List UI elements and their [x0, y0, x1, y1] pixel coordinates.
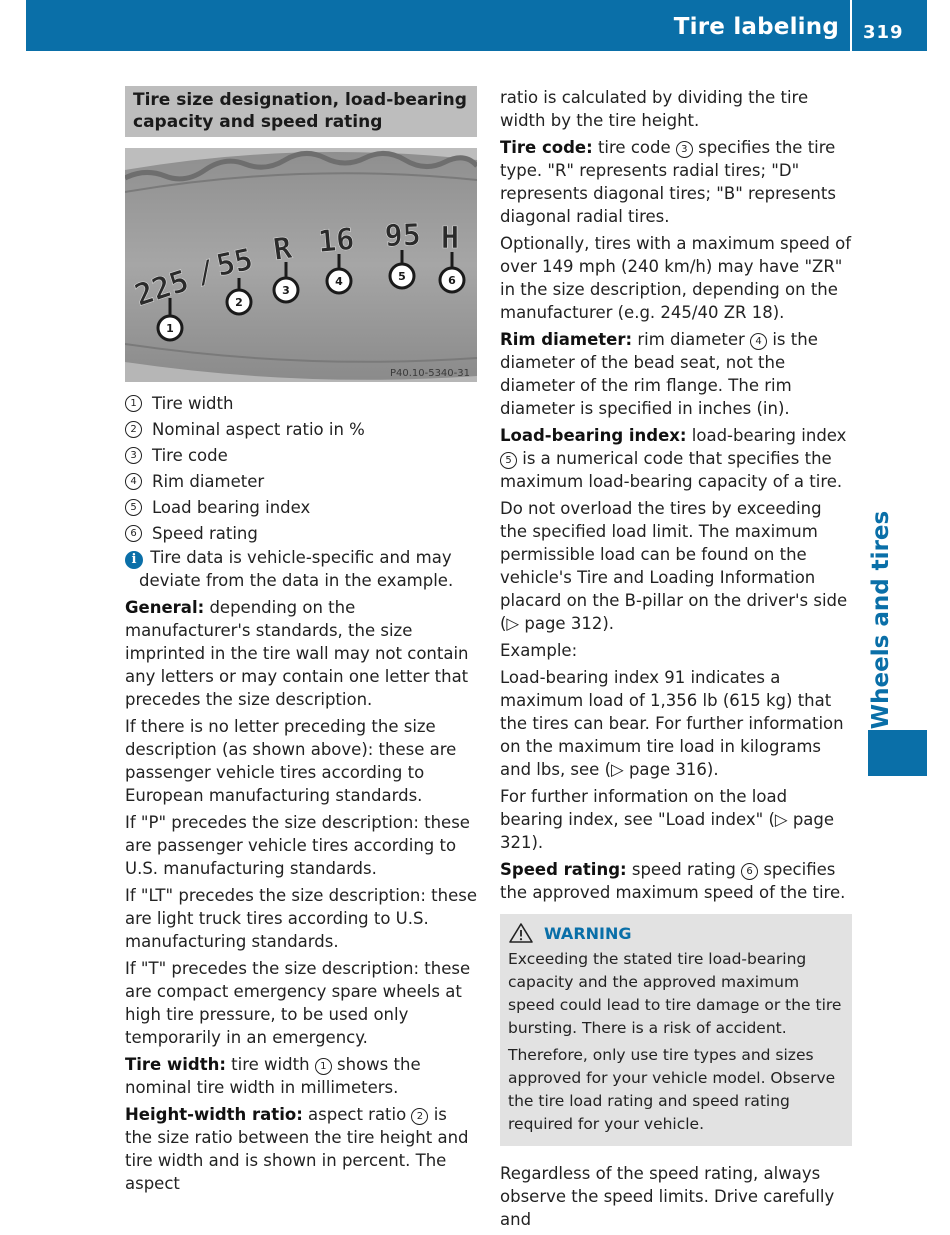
callout-4 — [327, 269, 351, 293]
warning-box — [500, 914, 852, 1146]
legend-item — [125, 390, 477, 416]
general-label: General: — [125, 598, 205, 617]
lt-prefix-paragraph: If "LT" precedes the size description: these are light truck tires according to U.S. manufacturing standards. — [125, 886, 478, 951]
callout-5 — [390, 264, 414, 288]
tire-code-paragraph — [500, 136, 852, 228]
tire-sidewall-image — [125, 148, 477, 382]
height-width-text-pre: aspect ratio — [302, 1105, 412, 1124]
regardless-paragraph: Regardless of the speed rating, always observe the speed limits. Drive carefully and — [500, 1164, 835, 1229]
warning-triangle-icon — [508, 922, 534, 944]
rim-text-pre: rim diameter — [632, 330, 751, 349]
rim-diameter-label: Rim diameter: — [500, 330, 633, 349]
side-tab-marker — [868, 730, 927, 776]
marking-width: 225 — [130, 263, 194, 314]
marking-speed: H — [441, 221, 460, 256]
legend-label: Nominal aspect ratio in % — [152, 419, 365, 439]
example-label: Example: — [500, 641, 578, 660]
legend-label: Load bearing index — [152, 497, 311, 517]
page-header — [26, 0, 927, 51]
legend-number: 4 — [125, 473, 142, 490]
t-prefix-paragraph: If "T" precedes the size description: these are compact emergency spare wheels at high tire pressure, to be used only temporarily in an emergency. — [125, 959, 471, 1047]
speed-rating-label: Speed rating: — [500, 860, 627, 879]
ref-number: 4 — [750, 333, 767, 350]
general-text: depending on the manufacturer's standards, the size imprinted in the tire wall may not contain any letters or may contain one letter that precedes the size description. — [125, 598, 469, 709]
callout-6 — [440, 268, 464, 292]
ref-number: 1 — [315, 1058, 332, 1075]
legend-number: 2 — [125, 421, 142, 438]
height-width-label: Height-width ratio: — [125, 1105, 303, 1124]
legend-item — [125, 468, 477, 494]
tire-width-text-post: shows the nominal tire width in millimeters. — [125, 1055, 421, 1097]
callout-3 — [274, 278, 298, 302]
warning-header — [508, 920, 844, 946]
ref-number: 3 — [676, 141, 693, 158]
header-divider — [850, 0, 852, 51]
legend-label: Tire width — [152, 393, 234, 413]
speed-text-pre: speed rating — [626, 860, 742, 879]
general-paragraph — [125, 596, 477, 711]
marking-slash: / — [192, 253, 219, 292]
ref-number: 2 — [411, 1108, 428, 1125]
legend-number: 5 — [125, 499, 142, 516]
tire-code-label: Tire code: — [500, 138, 593, 157]
side-tab — [866, 510, 896, 730]
load-text-pre: load-bearing index — [686, 426, 847, 445]
tire-code-text-pre: tire code — [592, 138, 676, 157]
marking-code: R — [271, 230, 295, 268]
info-note-text: Tire data is vehicle-specific and may deviate from the data in the example. — [139, 548, 454, 590]
load-index-paragraph — [500, 424, 852, 493]
left-column — [125, 86, 477, 1199]
marking-aspect: 55 — [213, 242, 256, 284]
side-tab-label: Wheels and tires — [868, 510, 894, 730]
tire-width-text-pre: tire width — [225, 1055, 315, 1074]
legend-number: 3 — [125, 447, 142, 464]
svg-text:3: 3 — [282, 284, 290, 297]
example-paragraph: Load-bearing index 91 indicates a maximum load of 1,356 lb (615 kg) that the tires can bear. For further information on the maximum tire load in kilograms and lbs, see (▷ page 316). — [500, 668, 844, 779]
callout-2 — [227, 290, 251, 314]
svg-text:2: 2 — [235, 296, 243, 309]
legend-item — [125, 494, 477, 520]
svg-text:5: 5 — [398, 270, 406, 283]
zr-paragraph: Optionally, tires with a maximum speed of over 149 mph (240 km/h) may have "ZR" in the size description, depending on the manufacturer (e.g. 245/40 ZR 18). — [500, 234, 852, 322]
rim-diameter-paragraph — [500, 328, 852, 420]
height-width-text-post: is the size ratio between the tire height and tire width and is shown in percent. The aspect — [125, 1105, 469, 1193]
warning-text-2: Therefore, only use tire types and sizes approved for your vehicle model. Observe the tire load rating and speed rating required for your vehicle. — [508, 1046, 836, 1133]
load-text-post: is a numerical code that specifies the maximum load-bearing capacity of a tire. — [500, 449, 843, 491]
legend-item — [125, 520, 477, 546]
marking-load: 95 — [384, 217, 422, 254]
ratio-continued-paragraph: ratio is calculated by dividing the tire width by the tire height. — [500, 88, 809, 130]
ref-number: 5 — [500, 452, 517, 469]
callout-1 — [158, 316, 182, 340]
legend-number: 1 — [125, 395, 142, 412]
legend-item — [125, 416, 477, 442]
info-note — [125, 546, 477, 592]
height-width-paragraph — [125, 1103, 477, 1195]
tire-sidewall-figure — [125, 148, 477, 382]
legend-label: Tire code — [152, 445, 228, 465]
figure-code: P40.10-5340-31 — [389, 368, 470, 379]
right-column — [500, 86, 852, 1235]
svg-text:6: 6 — [448, 274, 456, 287]
no-letter-paragraph: If there is no letter preceding the size description (as shown above): these are passenger vehicle tires according to European manufacturing standards. — [125, 717, 457, 805]
warning-title: WARNING — [544, 923, 632, 943]
p-prefix-paragraph: If "P" precedes the size description: these are passenger vehicle tires according to U.S. manufacturing standards. — [125, 813, 470, 878]
header-title: Tire labeling — [673, 14, 839, 40]
tire-code-text-post: specifies the tire type. "R" represents radial tires; "D" represents diagonal tires; "B" represents diagonal radial tires. — [500, 138, 836, 226]
marking-rim: 16 — [316, 221, 356, 260]
speed-rating-paragraph — [500, 858, 852, 904]
svg-text:1: 1 — [166, 322, 174, 335]
warning-text-1: Exceeding the stated tire load-bearing capacity and the approved maximum speed could lead to tire damage or the tire bursting. There is a risk of accident. — [508, 950, 842, 1037]
legend-number: 6 — [125, 525, 142, 542]
legend-label: Rim diameter — [152, 471, 265, 491]
tire-width-paragraph — [125, 1053, 477, 1099]
legend-item — [125, 442, 477, 468]
section-title: Tire size designation, load-bearing capacity and speed rating — [125, 86, 477, 137]
ref-number: 6 — [741, 863, 758, 880]
svg-text:4: 4 — [335, 275, 343, 288]
legend-label: Speed rating — [152, 523, 258, 543]
info-icon: i — [125, 551, 143, 569]
speed-text-post: specifies the approved maximum speed of the tire. — [500, 860, 846, 902]
load-index-label: Load-bearing index: — [500, 426, 687, 445]
overload-paragraph: Do not overload the tires by exceeding the specified load limit. The maximum permissible load can be found on the vehicle's Tire and Loading Information placard on the B-pillar on the driver's side (▷ page 312). — [500, 499, 848, 633]
page-number: 319 — [863, 22, 904, 43]
rim-text-post: is the diameter of the bead seat, not the diameter of the rim flange. The rim diameter is specified in inches (in). — [500, 330, 818, 418]
tire-width-label: Tire width: — [125, 1055, 226, 1074]
further-info-paragraph: For further information on the load bearing index, see "Load index" (▷ page 321). — [500, 787, 835, 852]
legend-list — [125, 390, 477, 546]
